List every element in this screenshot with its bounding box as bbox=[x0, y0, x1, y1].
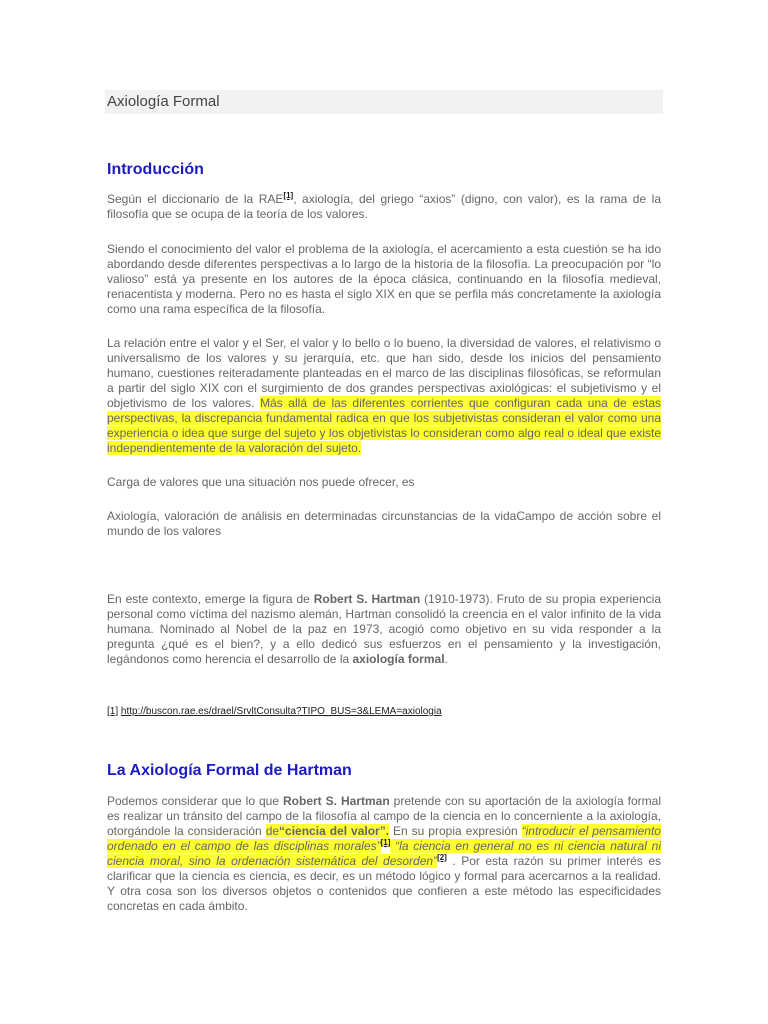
paragraph-7-text-c: En su propia expresión bbox=[389, 824, 522, 838]
document-title-bar bbox=[105, 90, 663, 114]
paragraph-5: Axiología, valoración de análisis en determinadas circunstancias de la vidaCampo de acción sobre el mundo de los valores bbox=[107, 509, 661, 538]
paragraph-3-highlight: Más allá de las diferentes corrientes que configuran cada una de estas perspectivas, la discrepancia fundamental radica en que los subjetivistas consideran el valor como una experiencia o idea que surge del sujeto y los objetivistas lo consideran como algo real o ideal que existe independientemente de la valoración del sujeto. bbox=[107, 396, 661, 455]
quote-1: “introducir el pensamiento ordenado en el campo de las disciplinas morales” bbox=[107, 824, 661, 853]
section-2-heading: La Axiología Formal de Hartman bbox=[107, 762, 352, 779]
paragraph-6-text-b: (1910-1973). Fruto de su propia experiencia personal como víctima del nazismo alemán, Hartman consolidó la creencia en el valor infinito de la vida humana. Nominado al Nobel de la paz en 1973, acogió como objetivo en su vida responder a la pregunta ¿qué es el bien?, y a ello dedicó sus esfuerzos en el pensamiento y la investigación, legándonos como herencia el desarrollo de la bbox=[107, 592, 661, 666]
paragraph-6-text-c: . bbox=[444, 652, 448, 666]
paragraph-7-text-d: . Por esta razón su primer interés es clarificar que la ciencia es ciencia, es decir, es un método lógico y formal para acercarnos a la realidad. Y otra cosa son los diversos objetos o contenidos que confieren a este método las especificidades concretas en cada ámbito. bbox=[107, 854, 661, 913]
footnote-1 bbox=[107, 706, 442, 717]
paragraph-7-text-b: pretende con su aportación de la axiología formal es realizar un tránsito del campo de la filosofía al campo de la ciencia en lo concerniente a la axiología, otorgándole la consideración bbox=[107, 794, 662, 838]
quote-2: “la ciencia en general no es ni ciencia natural ni ciencia moral, sino la ordenación sistemática del desorden” bbox=[107, 839, 662, 868]
paragraph-3 bbox=[107, 336, 661, 456]
footnote-ref-1b-link[interactable]: [1] bbox=[380, 838, 391, 847]
paragraph-4: Carga de valores que una situación nos puede ofrecer, es bbox=[107, 475, 415, 489]
footnote-1-backref-link[interactable]: [1] bbox=[107, 706, 119, 717]
footnote-1-url-link[interactable]: http://buscon.rae.es/drael/SrvltConsulta?TIPO_BUS=3&LEMA=axiologia bbox=[120, 706, 442, 717]
paragraph-6 bbox=[107, 592, 661, 667]
document-title: Axiología Formal bbox=[107, 93, 220, 110]
hartman-name-2: Robert S. Hartman bbox=[283, 794, 390, 808]
ciencia-del-valor-term: “ciencia del valor”. bbox=[279, 824, 390, 838]
footnote-ref-2-link[interactable]: [2] bbox=[437, 853, 447, 862]
paragraph-6-text-a: En este contexto, emerge la figura de bbox=[107, 592, 314, 606]
paragraph-1-text-b: , axiología, del griego “axios” (digno, con valor), es la rama de la filosofía que se ocupa de la teoría de los valores. bbox=[107, 192, 662, 221]
paragraph-7 bbox=[107, 794, 661, 914]
footnote-ref-1-link[interactable]: [1] bbox=[283, 191, 294, 200]
paragraph-3-text-a: La relación entre el valor y el Ser, el valor y lo bello o lo bueno, la diversidad de valores, el relativismo o universalismo de los valores y su jerarquía, etc. que han sido, desde los inicios del pensamiento humano, cuestiones reiteradamente planteadas en el marco de las disciplinas filosóficas, se reformulan a partir del siglo XIX con el surgimiento de dos grandes perspectivas axiológicas: el subjetivismo y el objetivismo de los valores. bbox=[107, 336, 661, 410]
paragraph-2: Siendo el conocimiento del valor el problema de la axiología, el acercamiento a esta cuestión se ha ido abordando desde diferentes perspectivas a lo largo de la historia de la filosofía. La preocupación por “lo valioso” está ya presente en los autores de la época clásica, continuando en la filosofía medieval, renacentista y moderna. Pero no es hasta el siglo XIX en que se perfila más concretamente la axiología como una rama específica de la filosofía. bbox=[107, 242, 661, 316]
paragraph-1-text-a: Según el diccionario de la RAE bbox=[107, 192, 284, 206]
axiologia-formal-term: axiología formal bbox=[352, 652, 445, 666]
paragraph-7-text-a: Podemos considerar que lo que bbox=[107, 794, 284, 808]
paragraph-7-highlight-de: de bbox=[265, 824, 280, 838]
hartman-name: Robert S. Hartman bbox=[313, 592, 421, 606]
intro-heading: Introducción bbox=[107, 161, 204, 178]
paragraph-1 bbox=[107, 192, 661, 222]
